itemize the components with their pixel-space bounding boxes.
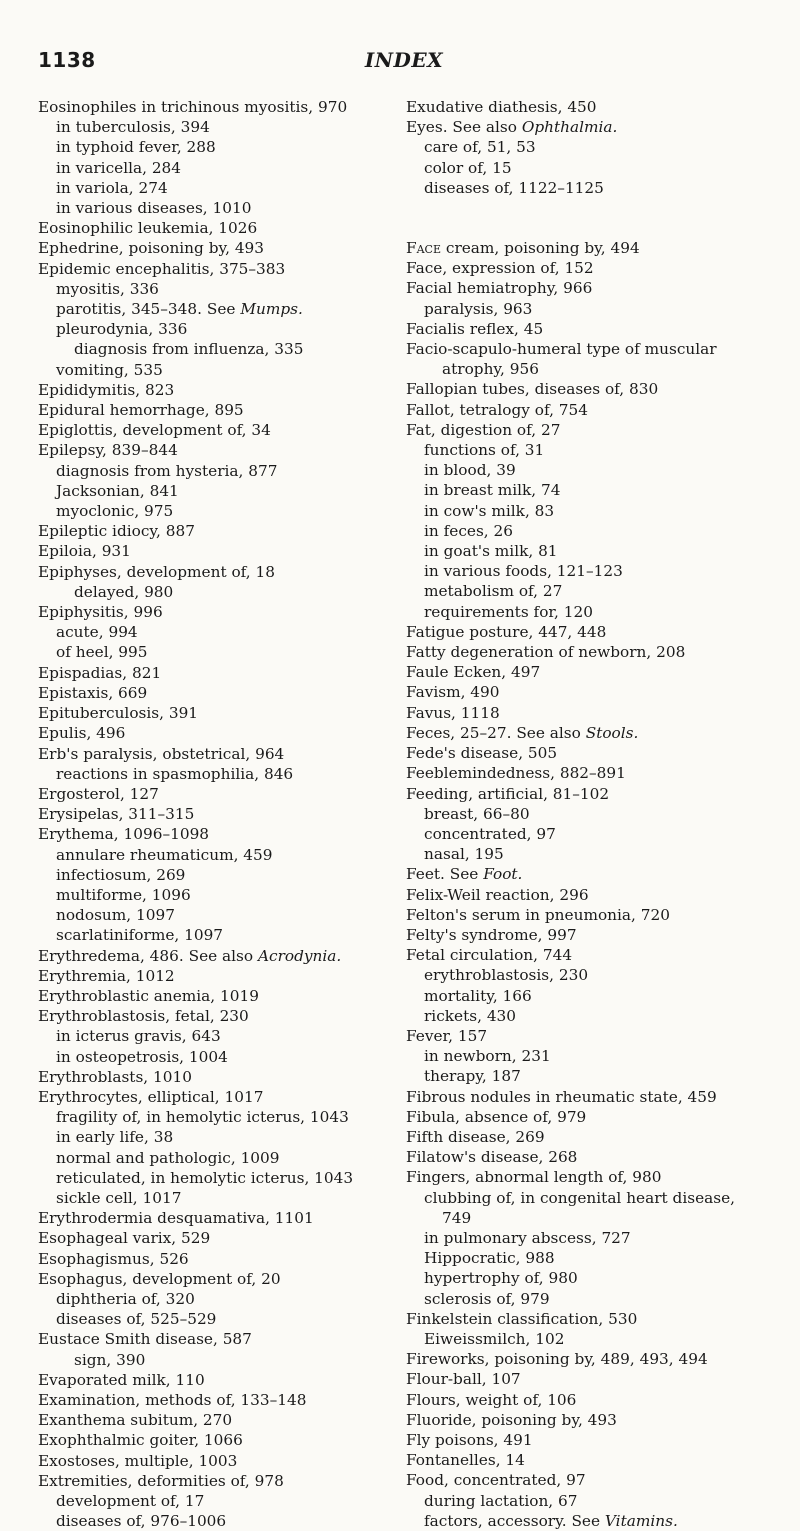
- index-entry: [38, 1208, 394, 1228]
- index-subentry: [38, 178, 394, 198]
- cross-reference: Ophthalmia.: [521, 118, 618, 137]
- entry-text: Hippocratic, 988: [424, 1249, 555, 1268]
- index-entry: [38, 1006, 394, 1026]
- index-subentry: [38, 1026, 394, 1046]
- index-entry: [38, 541, 394, 561]
- index-subentry: [406, 1511, 776, 1531]
- index-subentry: [38, 360, 394, 380]
- index-subentry: [38, 1188, 394, 1208]
- index-entry: [406, 339, 776, 359]
- index-entry: [38, 1067, 394, 1087]
- index-entry: [406, 1390, 776, 1410]
- entry-text: Eosinophilic leukemia, 1026: [38, 219, 258, 238]
- index-entry: [406, 1127, 776, 1147]
- entry-text: vomiting, 535: [56, 360, 163, 379]
- entry-text: Epiglottis, development of, 34: [38, 421, 271, 440]
- entry-text: Epididymitis, 823: [38, 380, 175, 399]
- index-subentry: [38, 905, 394, 925]
- entry-text: Examination, methods of, 133–148: [38, 1391, 307, 1409]
- entry-text: Eiweissmilch, 102: [424, 1329, 565, 1348]
- entry-text: fragility of, in hemolytic icterus, 1043: [56, 1108, 349, 1127]
- index-entry: [38, 663, 394, 683]
- entry-text: Feeding, artificial, 81–102: [406, 784, 610, 803]
- entry-text: reticulated, in hemolytic icterus, 1043: [56, 1168, 354, 1187]
- index-subentry: [38, 1511, 394, 1531]
- entry-text: therapy, 187: [424, 1067, 521, 1086]
- index-entry: [38, 1370, 394, 1390]
- entry-text: Eyes. See also: [406, 118, 522, 137]
- index-entry: [406, 258, 776, 278]
- index-subentry: [38, 764, 394, 784]
- entry-text: delayed, 980: [74, 582, 174, 601]
- entry-text: Fatty degeneration of newborn, 208: [406, 643, 686, 662]
- entry-text: Fatigue posture, 447, 448: [406, 622, 607, 641]
- entry-text: scarlatiniforme, 1097: [56, 926, 224, 945]
- entry-text: Epilepsy, 839–844: [38, 441, 178, 460]
- entry-text: Felty's syndrome, 997: [406, 925, 577, 944]
- page-header: [38, 48, 770, 78]
- index-subentry: [38, 158, 394, 178]
- entry-text: Epileptic idiocy, 887: [38, 522, 195, 541]
- index-subentry: [38, 1148, 394, 1168]
- entry-text: Fibrous nodules in rheumatic state, 459: [406, 1087, 717, 1106]
- index-subentry: [38, 1047, 394, 1067]
- index-subentry: [406, 1006, 776, 1026]
- entry-text: in newborn, 231: [424, 1047, 551, 1066]
- index-subentry: [38, 925, 394, 945]
- index-entry: [38, 521, 394, 541]
- index-entry: [406, 117, 776, 137]
- index-subentry: [38, 319, 394, 339]
- index-subentry: [406, 299, 776, 319]
- entry-text: Eustace Smith disease, 587: [38, 1330, 252, 1349]
- cross-reference: Acrodynia.: [257, 946, 342, 965]
- entry-text: paralysis, 963: [424, 299, 533, 318]
- index-subentry: [406, 1248, 776, 1268]
- index-entry: [38, 97, 394, 117]
- cross-reference: Stools.: [585, 723, 639, 742]
- index-entry: [406, 1147, 776, 1167]
- entry-text: in typhoid fever, 288: [56, 138, 216, 157]
- index-subentry: [38, 885, 394, 905]
- entry-text: of heel, 995: [56, 643, 148, 662]
- index-subentry: [38, 501, 394, 521]
- index-entry: [406, 763, 776, 783]
- index-entry: [38, 1390, 394, 1410]
- index-entry: [38, 966, 394, 986]
- index-subentry: [38, 1127, 394, 1147]
- entry-text: development of, 17: [56, 1492, 205, 1511]
- entry-text: in blood, 39: [424, 461, 516, 480]
- index-subentry: [406, 602, 776, 622]
- entry-text: Evaporated milk, 110: [38, 1370, 205, 1389]
- index-entry: [406, 905, 776, 925]
- entry-text: Epispadias, 821: [38, 663, 162, 682]
- index-entry: [406, 1309, 776, 1329]
- entry-text: in variola, 274: [56, 178, 168, 197]
- entry-text: Erythrodermia desquamativa, 1101: [38, 1209, 314, 1228]
- index-subentry: [406, 965, 776, 985]
- entry-text: Facio-scapulo-humeral type of muscular: [406, 340, 717, 359]
- entry-text: Erythrocytes, elliptical, 1017: [38, 1087, 264, 1106]
- entry-text: functions of, 31: [424, 441, 545, 460]
- spacer: [406, 218, 776, 238]
- index-entry: [38, 1228, 394, 1248]
- index-subentry: [406, 521, 776, 541]
- entry-text: Faule Ecken, 497: [406, 663, 541, 682]
- entry-text: Flours, weight of, 106: [406, 1390, 577, 1409]
- index-subentry: [38, 461, 394, 481]
- index-entry: [406, 945, 776, 965]
- index-entry: [406, 1450, 776, 1470]
- entry-text: in early life, 38: [56, 1128, 174, 1147]
- entry-text: Face, expression of, 152: [406, 259, 594, 278]
- index-subentry: [406, 804, 776, 824]
- entry-text: in various diseases, 1010: [56, 199, 252, 218]
- entry-text: Exanthema subitum, 270: [38, 1411, 233, 1430]
- index-entry: [38, 1269, 394, 1289]
- entry-text: Fluoride, poisoning by, 493: [406, 1410, 617, 1429]
- index-subentry: [38, 865, 394, 885]
- index-entry: [406, 1026, 776, 1046]
- index-entry: [406, 319, 776, 339]
- index-entry: [38, 238, 394, 258]
- entry-text: in tuberculosis, 394: [56, 118, 210, 137]
- entry-text: Erythroblasts, 1010: [38, 1067, 192, 1086]
- index-subentry: [406, 824, 776, 844]
- entry-text: atrophy, 956: [442, 360, 539, 379]
- entry-text: Erythroblastosis, fetal, 230: [38, 1007, 249, 1026]
- index-entry: [406, 238, 776, 258]
- entry-text: diseases of, 525–529: [56, 1310, 217, 1329]
- entry-text: Epidural hemorrhage, 895: [38, 401, 244, 420]
- entry-text: diagnosis from hysteria, 877: [56, 461, 278, 480]
- index-subentry: [406, 460, 776, 480]
- entry-text: in goat's milk, 81: [424, 542, 558, 561]
- entry-text: Feet. See: [406, 865, 484, 884]
- entry-text: 749: [442, 1208, 472, 1227]
- index-entry: [406, 864, 776, 884]
- entry-text: Exostoses, multiple, 1003: [38, 1451, 238, 1470]
- entry-text: Facial hemiatrophy, 966: [406, 279, 593, 298]
- entry-text: Felix-Weil reaction, 296: [406, 885, 589, 904]
- entry-text: diseases of, 976–1006: [56, 1512, 227, 1531]
- entry-text: diagnosis from influenza, 335: [74, 340, 304, 359]
- entry-text: Fingers, abnormal length of, 980: [406, 1168, 662, 1187]
- entry-text: rickets, 430: [424, 1006, 517, 1025]
- entry-text: Exophthalmic goiter, 1066: [38, 1431, 243, 1450]
- index-entry: [38, 1410, 394, 1430]
- index-entry: [406, 1369, 776, 1389]
- entry-text: Filatow's disease, 268: [406, 1148, 578, 1167]
- index-subentry: [406, 561, 776, 581]
- entry-text: Exudative diathesis, 450: [406, 98, 597, 116]
- index-column-right: [406, 97, 776, 1531]
- entry-text: requirements for, 120: [424, 602, 593, 621]
- index-entry: [38, 1329, 394, 1349]
- index-subentry: [38, 117, 394, 137]
- index-entry: [38, 986, 394, 1006]
- index-entry: [406, 925, 776, 945]
- entry-text: Fallot, tetralogy of, 754: [406, 400, 588, 419]
- entry-text: pleurodynia, 336: [56, 320, 188, 339]
- index-subentry: [406, 1228, 776, 1248]
- entry-text: clubbing of, in congenital heart disease,: [424, 1188, 736, 1207]
- index-subentry: [38, 339, 394, 359]
- index-entry: [406, 703, 776, 723]
- index-entry: [406, 1430, 776, 1450]
- index-entry: [406, 379, 776, 399]
- index-subentry: [406, 541, 776, 561]
- index-subentry: [406, 440, 776, 460]
- index-subentry: [406, 137, 776, 157]
- index-entry: [406, 682, 776, 702]
- entry-text: Ephedrine, poisoning by, 493: [38, 239, 265, 258]
- index-entry: [406, 1470, 776, 1490]
- entry-text: sickle cell, 1017: [56, 1188, 182, 1207]
- entry-text: Face cream, poisoning by, 494: [406, 239, 640, 258]
- index-entry: [406, 400, 776, 420]
- entry-text: acute, 994: [56, 623, 138, 642]
- index-subentry: [406, 1329, 776, 1349]
- index-subentry: [406, 1268, 776, 1288]
- entry-text: Extremities, deformities of, 978: [38, 1471, 284, 1490]
- entry-text: Epidemic encephalitis, 375–383: [38, 259, 286, 278]
- entry-text: in feces, 26: [424, 521, 513, 540]
- entry-text: diseases of, 1122–1125: [424, 178, 604, 197]
- entry-text: in osteopetrosis, 1004: [56, 1047, 228, 1066]
- entry-text: Eosinophiles in trichinous myositis, 970: [38, 98, 348, 116]
- index-subentry: [38, 1168, 394, 1188]
- entry-text: Jacksonian, 841: [56, 481, 179, 500]
- entry-text: nodosum, 1097: [56, 906, 175, 925]
- entry-text: hypertrophy of, 980: [424, 1269, 578, 1288]
- index-entry: [38, 380, 394, 400]
- index-entry: [406, 1349, 776, 1369]
- entry-text: Fibula, absence of, 979: [406, 1107, 587, 1126]
- index-entry: [38, 824, 394, 844]
- index-subentry: [38, 137, 394, 157]
- index-entry: [406, 420, 776, 440]
- entry-text: Fly poisons, 491: [406, 1431, 533, 1449]
- entry-text: infectiosum, 269: [56, 865, 186, 884]
- entry-text: Flour-ball, 107: [406, 1370, 521, 1389]
- entry-text: Esophagismus, 526: [38, 1249, 189, 1268]
- index-entry: [38, 602, 394, 622]
- entry-text: annulare rheumaticum, 459: [56, 845, 273, 864]
- entry-text: Fetal circulation, 744: [406, 946, 573, 965]
- index-entry: [38, 1249, 394, 1269]
- index-entry: [406, 723, 776, 743]
- index-subentry: [38, 198, 394, 218]
- index-entry: [406, 784, 776, 804]
- index-entry: [406, 885, 776, 905]
- cross-reference: Foot.: [483, 865, 523, 884]
- entry-text: Erythroblastic anemia, 1019: [38, 986, 259, 1005]
- entry-text: Esophageal varix, 529: [38, 1229, 211, 1248]
- index-subentry: [38, 279, 394, 299]
- entry-text: Epistaxis, 669: [38, 683, 148, 702]
- index-entry: [38, 946, 394, 966]
- entry-text: Epiphysitis, 996: [38, 603, 163, 622]
- entry-text: myoclonic, 975: [56, 502, 174, 521]
- index-subentry: [406, 480, 776, 500]
- index-subentry: [406, 359, 776, 379]
- index-entry: [406, 1167, 776, 1187]
- index-column-left: [38, 97, 394, 1531]
- index-entry: [38, 440, 394, 460]
- index-subentry: [406, 986, 776, 1006]
- index-subentry: [38, 1309, 394, 1329]
- entry-text: Epituberculosis, 391: [38, 704, 199, 723]
- index-entry: [38, 784, 394, 804]
- page-number: 1138: [38, 48, 96, 72]
- entry-text: normal and pathologic, 1009: [56, 1148, 280, 1167]
- index-subentry: [38, 622, 394, 642]
- entry-text: Finkelstein classification, 530: [406, 1309, 638, 1328]
- index-entry: [38, 562, 394, 582]
- index-subentry: [38, 642, 394, 662]
- entry-text: mortality, 166: [424, 986, 532, 1005]
- index-subentry: [38, 1289, 394, 1309]
- entry-text: erythroblastosis, 230: [424, 966, 589, 985]
- spacer: [406, 198, 776, 218]
- entry-text: Fede's disease, 505: [406, 744, 558, 763]
- index-entry: [38, 723, 394, 743]
- index-subentry: [406, 1046, 776, 1066]
- index-entry: [38, 218, 394, 238]
- entry-text: Feeblemindedness, 882–891: [406, 764, 626, 783]
- entry-text: Epulis, 496: [38, 724, 126, 743]
- entry-text: in varicella, 284: [56, 158, 182, 177]
- entry-text: during lactation, 67: [424, 1491, 578, 1510]
- entry-text: Food, concentrated, 97: [406, 1471, 586, 1490]
- index-subentry: [406, 581, 776, 601]
- index-subentry: [406, 1289, 776, 1309]
- entry-text: Fever, 157: [406, 1026, 488, 1045]
- entry-text: nasal, 195: [424, 845, 504, 864]
- index-subentry: [406, 1491, 776, 1511]
- index-entry: [406, 662, 776, 682]
- entry-text: color of, 15: [424, 158, 512, 177]
- index-entry: [406, 622, 776, 642]
- index-entry: [406, 97, 776, 117]
- index-entry: [406, 1107, 776, 1127]
- entry-text: Epiloia, 931: [38, 542, 131, 561]
- entry-text: in cow's milk, 83: [424, 501, 555, 520]
- entry-text: Fifth disease, 269: [406, 1127, 545, 1146]
- index-subentry: [38, 1350, 394, 1370]
- entry-text: in breast milk, 74: [424, 481, 561, 500]
- index-subentry: [38, 582, 394, 602]
- index-entry: [38, 420, 394, 440]
- entry-text: in various foods, 121–123: [424, 562, 623, 581]
- entry-text: Favus, 1118: [406, 703, 500, 722]
- entry-text: breast, 66–80: [424, 804, 530, 823]
- index-subentry: [406, 178, 776, 198]
- index-subentry: [38, 299, 394, 319]
- index-subentry: [38, 845, 394, 865]
- entry-text: in icterus gravis, 643: [56, 1027, 221, 1046]
- entry-text: Esophagus, development of, 20: [38, 1269, 281, 1288]
- index-entry: [406, 743, 776, 763]
- entry-text: diphtheria of, 320: [56, 1289, 195, 1308]
- running-head: INDEX: [364, 48, 444, 72]
- cross-reference: Vitamins.: [604, 1511, 678, 1530]
- entry-text: Feces, 25–27. See also: [406, 723, 586, 742]
- entry-text: myositis, 336: [56, 279, 159, 298]
- index-entry: [38, 1451, 394, 1471]
- entry-text: Erb's paralysis, obstetrical, 964: [38, 744, 285, 763]
- index-subentry: [38, 1107, 394, 1127]
- entry-text: parotitis, 345–348. See: [56, 300, 241, 319]
- index-subentry: [406, 158, 776, 178]
- index-entry: [38, 400, 394, 420]
- entry-text: Erythredema, 486. See also: [38, 946, 258, 965]
- index-entry: [38, 259, 394, 279]
- entry-text: metabolism of, 27: [424, 582, 563, 601]
- entry-text: Epiphyses, development of, 18: [38, 562, 275, 581]
- index-entry: [38, 804, 394, 824]
- index-subentry: [406, 844, 776, 864]
- entry-text: care of, 51, 53: [424, 138, 536, 157]
- entry-text: concentrated, 97: [424, 824, 556, 843]
- index-entry: [38, 703, 394, 723]
- index-subentry: [38, 1491, 394, 1511]
- entry-text: sclerosis of, 979: [424, 1289, 550, 1308]
- index-entry: [406, 642, 776, 662]
- entry-text: Fontanelles, 14: [406, 1451, 525, 1470]
- entry-text: Favism, 490: [406, 683, 500, 702]
- index-entry: [38, 744, 394, 764]
- index-subentry: [38, 481, 394, 501]
- index-entry: [406, 1410, 776, 1430]
- index-entry: [38, 683, 394, 703]
- entry-text: reactions in spasmophilia, 846: [56, 764, 294, 783]
- cross-reference: Mumps.: [240, 300, 303, 319]
- index-entry: [38, 1471, 394, 1491]
- index-subentry: [406, 1066, 776, 1086]
- entry-text: Erysipelas, 311–315: [38, 805, 195, 824]
- entry-text: multiforme, 1096: [56, 885, 191, 904]
- index-subentry: [406, 501, 776, 521]
- index-entry: [38, 1430, 394, 1450]
- entry-text: Fireworks, poisoning by, 489, 493, 494: [406, 1350, 708, 1369]
- entry-text: in pulmonary abscess, 727: [424, 1228, 631, 1247]
- index-subentry: [406, 1188, 776, 1208]
- entry-text: Ergosterol, 127: [38, 784, 159, 803]
- entry-text: sign, 390: [74, 1350, 146, 1369]
- entry-text: Fallopian tubes, diseases of, 830: [406, 380, 659, 399]
- index-entry: [406, 278, 776, 298]
- entry-text: Erythema, 1096–1098: [38, 825, 210, 844]
- entry-text: factors, accessory. See: [424, 1511, 605, 1530]
- entry-text: Felton's serum in pneumonia, 720: [406, 905, 670, 924]
- entry-text: Facialis reflex, 45: [406, 319, 544, 338]
- index-subentry: [406, 1208, 776, 1228]
- entry-text: Erythremia, 1012: [38, 966, 175, 985]
- index-entry: [406, 1087, 776, 1107]
- entry-text: Fat, digestion of, 27: [406, 420, 561, 439]
- index-entry: [38, 1087, 394, 1107]
